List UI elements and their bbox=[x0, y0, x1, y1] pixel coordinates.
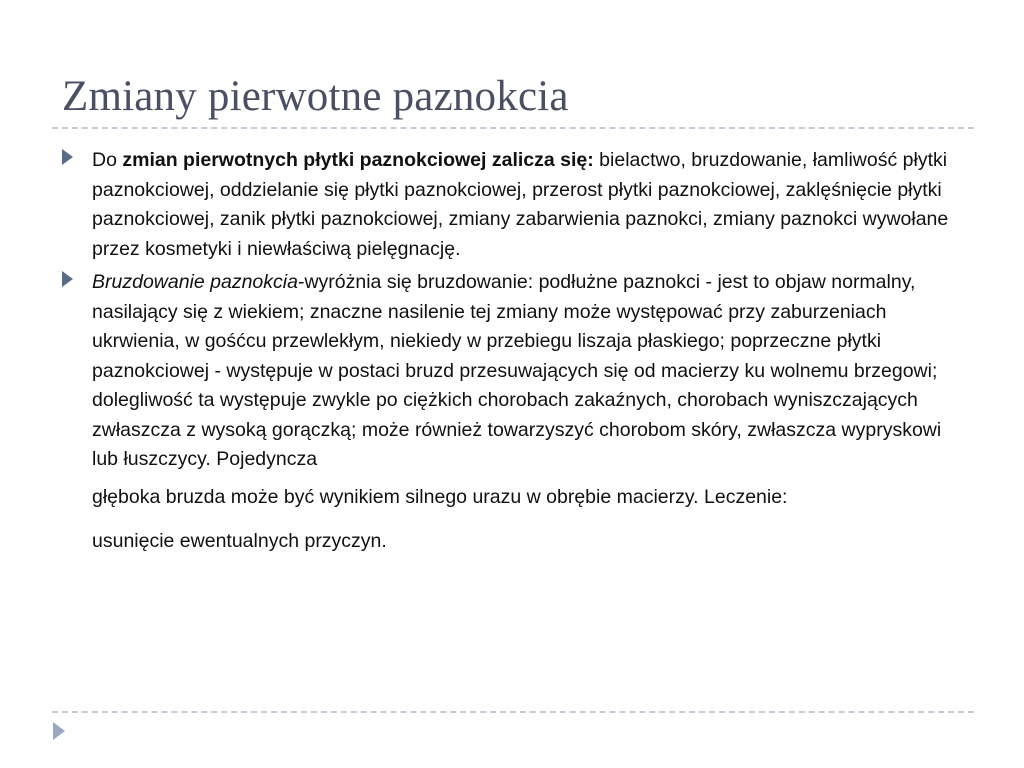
slide-body bbox=[62, 146, 972, 563]
bullet-bold-text: zmian pierwotnych płytki paznokciowej zalicza się: bbox=[122, 149, 594, 171]
bullet-text: -wyróżnia się bruzdowanie: podłużne paznokci - jest to objaw normalny, nasilający się z wiekiem; znaczne nasilenie tej zmiany może występować przy zaburzeniach ukrwienia, w gośćcu przewlekłym, niekiedy w przebiegu liszaja płaskiego; poprzeczne płytki paznokciowej - występuje w postaci bruzd przesuwających się od macierzy ku wolnemu brzegowi; dolegliwość ta występuje zwykle po ciężkich chorobach zakaźnych, chorobach wyniszczających zwłaszcza z wysoką gorączką; może również towarzyszyć chorobom skóry, zwłaszcza wypryskowi lub łuszczycy. Pojedyncza bbox=[92, 271, 942, 470]
bullet-item bbox=[62, 146, 972, 264]
bullet-text-line: usunięcie ewentualnych przyczyn. bbox=[92, 529, 387, 552]
bullet-italic-term: Bruzdowanie paznokcia bbox=[92, 271, 298, 293]
triangle-nav-icon bbox=[53, 722, 65, 740]
title-divider bbox=[52, 127, 974, 129]
footer-divider bbox=[52, 711, 974, 713]
bullet-text: bielactwo, bruzdowanie, łamliwość płytki paznokciowej, oddzielanie się płytki paznokciowej, przerost płytki paznokciowej, zaklęśnięcie płytki paznokciowej, zanik płytki paznokciowej, zmiany zabarwienia paznokci, zmiany paznokci wywołane przez kosmetyki i niewłaściwą pielęgnację. bbox=[92, 149, 949, 260]
triangle-bullet-icon bbox=[62, 149, 73, 165]
bullet-item bbox=[62, 268, 972, 563]
bullet-lead-text: Do bbox=[92, 149, 123, 171]
bullet-text-line: głęboka bruzda może być wynikiem silnego urazu w obrębie macierzy. Leczenie: bbox=[92, 485, 788, 508]
triangle-bullet-icon bbox=[62, 271, 73, 287]
slide-title: Zmiany pierwotne paznokcia bbox=[62, 73, 569, 120]
